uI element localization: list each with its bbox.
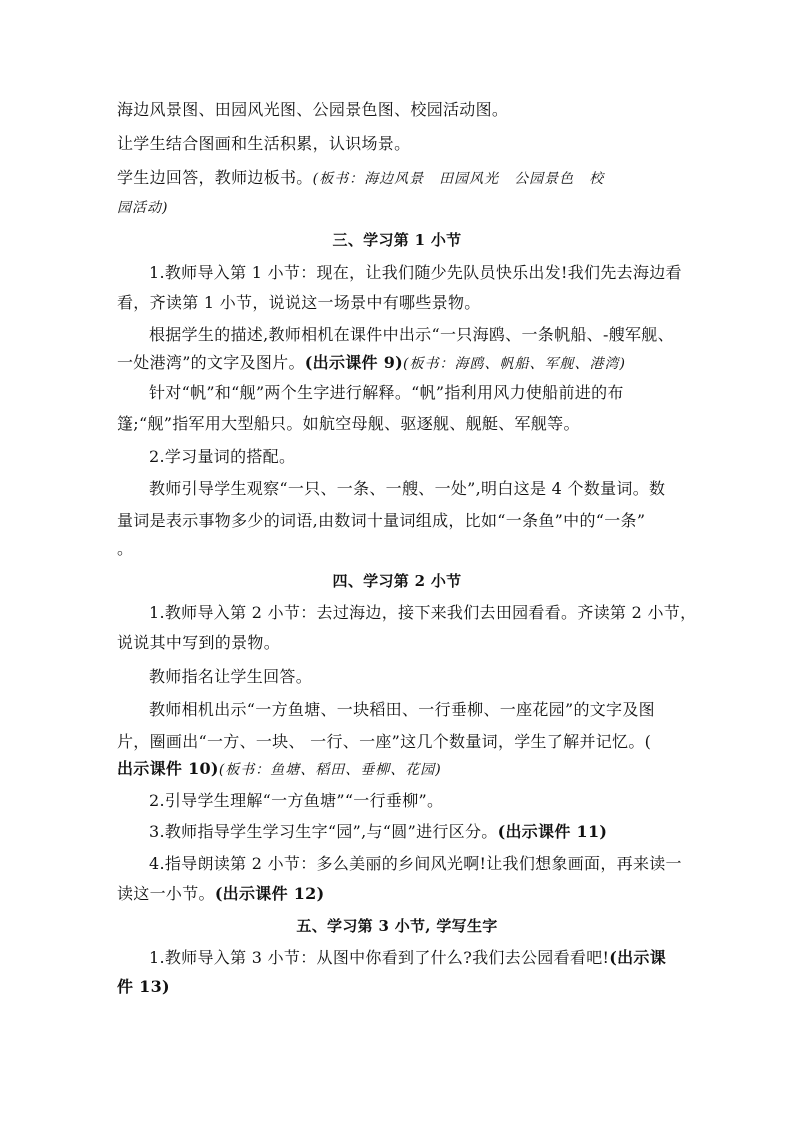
section-4-paragraph-3-cont: 片，圈画出“一方、一块、 一行、一座”这几个数量词，学生了解并记忆。( <box>117 732 652 751</box>
section-5-item-1 <box>149 948 709 968</box>
blackboard-note: (板书：鱼塘、稻田、垂柳、花园) <box>218 762 442 778</box>
intro-paragraph-1: 海边风景图、田园风光图、公园景色图、校园活动图。 <box>117 100 509 119</box>
section-4-item-1: 1.教师导入第 2 小节：去过海边，接下来我们去田园看看。齐读第 2 小节， <box>149 603 697 622</box>
courseware-ref: (出示课件 9) <box>304 353 404 372</box>
section-4-item-3 <box>149 822 709 842</box>
section-4-item-2: 2.引导学生理解“一方鱼塘”“一行垂柳”。 <box>149 791 444 810</box>
section-4-paragraph-2: 教师指名让学生回答。 <box>149 667 313 686</box>
section-4-item-1-cont: 说说其中写到的景物。 <box>117 633 281 652</box>
courseware-ref: (出示课件 11) <box>497 822 608 841</box>
item-text: 1.教师导入第 3 小节：从图中你看到了什么?我们去公园看看吧! <box>149 948 610 967</box>
section-3-paragraph-3: 针对“帆”和“舰”两个生字进行解释。“帆”指利用风力使船前进的布 <box>149 383 624 402</box>
section-3-paragraph-4-cont: 量词是表示事物多少的词语,由数词十量词组成，比如“一条鱼”中的“一条” <box>117 511 646 530</box>
section-3-paragraph-4-end: 。 <box>117 539 134 558</box>
section-4-heading: 四、学习第 2 小节 <box>332 572 462 590</box>
section-3-paragraph-3-cont: 篷;“舰”指军用大型船只。如航空母舰、驱逐舰、舰艇、军舰等。 <box>117 414 580 433</box>
item-text: 读这一小节。 <box>117 884 215 903</box>
section-3-item-1: 1.教师导入第 1 小节：现在，让我们随少先队员快乐出发!我们先去海边看 <box>149 263 682 282</box>
section-5-heading: 五、学习第 3 小节, 学写生字 <box>296 917 498 935</box>
blackboard-note-continued: 园活动) <box>117 200 169 216</box>
section-4-paragraph-3-end <box>117 759 677 780</box>
section-3-paragraph-4: 教师引导学生观察“一只、一条、一艘、一处”,明白这是 4 个数量词。数 <box>149 479 666 498</box>
section-3-paragraph-2: 根据学生的描述,教师相机在课件中出示“一只海鸥、一条帆船、-艘军舰、 <box>149 325 674 344</box>
section-5-item-1-cont: 件 13) <box>117 977 170 996</box>
blackboard-note: (板书：海鸥、帆船、军舰、港湾) <box>403 356 626 372</box>
section-3-paragraph-2-cont <box>117 353 677 374</box>
section-3-item-1-cont: 看，齐读第 1 小节，说说这一场景中有哪些景物。 <box>117 293 481 312</box>
intro-paragraph-3-text: 学生边回答，教师边板书。 <box>117 168 313 187</box>
section-4-paragraph-3: 教师相机出示“一方鱼塘、一块稻田、一行垂柳、一座花园”的文字及图 <box>149 700 655 719</box>
intro-paragraph-2: 让学生结合图画和生活积累，认识场景。 <box>117 134 411 153</box>
blackboard-note: (板书：海边风景 田园风光 公园景色 校 <box>312 171 605 187</box>
courseware-ref: (出示课件 12) <box>214 884 325 903</box>
paragraph-text: 一处港湾”的文字及图片。 <box>117 353 305 372</box>
intro-paragraph-3 <box>117 168 677 189</box>
section-4-item-4: 4.指导朗读第 2 小节：多么美丽的乡间风光啊!让我们想象画面，再来读一 <box>149 854 682 873</box>
section-3-heading: 三、学习第 1 小节 <box>332 231 462 249</box>
section-4-item-4-cont <box>117 884 677 904</box>
item-text: 3.教师指导学生学习生字“园”,与“圆”进行区分。 <box>149 822 498 841</box>
courseware-ref: (出示课 <box>609 948 667 967</box>
section-3-item-2: 2.学习量词的搭配。 <box>149 447 296 466</box>
courseware-ref: 出示课件 10) <box>117 759 219 778</box>
